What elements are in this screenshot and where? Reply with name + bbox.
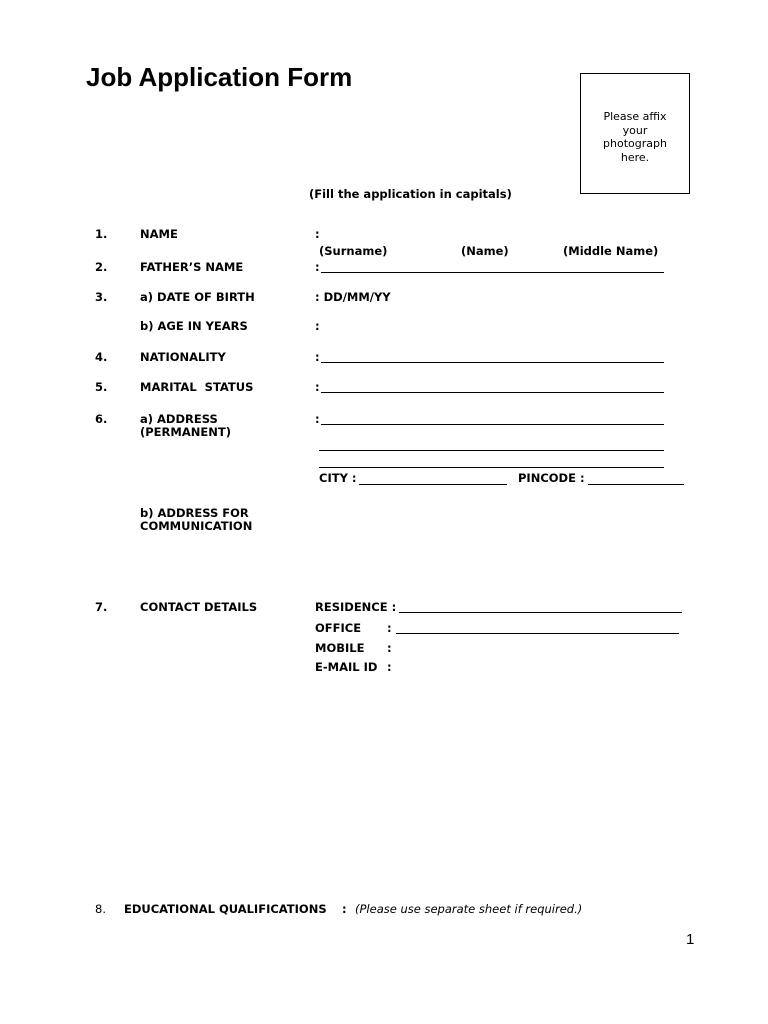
- office-field[interactable]: [396, 633, 679, 634]
- field-number-7: 7.: [95, 600, 108, 614]
- field-number-1: 1.: [95, 227, 108, 241]
- name-label: NAME: [140, 227, 178, 241]
- marital-status-colon: :: [315, 380, 320, 394]
- father-name-field[interactable]: [321, 272, 664, 273]
- page-number: 1: [686, 931, 695, 948]
- photo-box-text: Please affix your photograph here.: [603, 110, 667, 164]
- photo-box[interactable]: [580, 73, 690, 194]
- surname-sublabel: (Surname): [319, 244, 388, 258]
- age-label: b) AGE IN YEARS: [140, 319, 248, 333]
- field-number-5: 5.: [95, 380, 108, 394]
- email-label: E-MAIL ID: [315, 660, 378, 674]
- marital-status-label: MARITAL STATUS: [140, 380, 254, 394]
- instruction-text: (Fill the application in capitals): [309, 187, 512, 201]
- mobile-colon: :: [387, 641, 392, 655]
- education-note: (Please use separate sheet if required.): [355, 902, 583, 916]
- address-line-2[interactable]: [319, 450, 664, 451]
- marital-status-field[interactable]: [321, 392, 664, 393]
- middle-name-sublabel: (Middle Name): [563, 244, 659, 258]
- office-colon: :: [387, 621, 392, 635]
- father-name-label: FATHER’S NAME: [140, 260, 244, 274]
- address-colon: :: [315, 412, 320, 426]
- nationality-colon: :: [315, 350, 320, 364]
- field-number-3: 3.: [95, 290, 108, 304]
- comm-address-label: b) ADDRESS FOR: [140, 506, 249, 520]
- address-line-1[interactable]: [321, 424, 664, 425]
- address-permanent-label: (PERMANENT): [140, 425, 231, 439]
- education-colon: :: [342, 902, 347, 916]
- residence-label: RESIDENCE :: [315, 600, 397, 614]
- form-title: Job Application Form: [86, 62, 353, 92]
- field-number-6: 6.: [95, 412, 108, 426]
- father-name-colon: :: [315, 260, 320, 274]
- dob-format: : DD/MM/YY: [315, 290, 391, 304]
- pincode-label: PINCODE :: [518, 471, 585, 485]
- pincode-field[interactable]: [588, 484, 684, 485]
- field-number-2: 2.: [95, 260, 108, 274]
- residence-field[interactable]: [399, 612, 682, 613]
- address-line-3[interactable]: [319, 467, 664, 468]
- field-number-8: 8.: [95, 902, 106, 916]
- address-label: a) ADDRESS: [140, 412, 218, 426]
- name-colon: :: [315, 227, 320, 241]
- nationality-label: NATIONALITY: [140, 350, 226, 364]
- email-colon: :: [387, 660, 392, 674]
- mobile-label: MOBILE: [315, 641, 365, 655]
- city-label: CITY :: [319, 471, 357, 485]
- dob-label: a) DATE OF BIRTH: [140, 290, 255, 304]
- field-number-4: 4.: [95, 350, 108, 364]
- office-label: OFFICE: [315, 621, 362, 635]
- name-sublabel: (Name): [461, 244, 509, 258]
- contact-details-label: CONTACT DETAILS: [140, 600, 258, 614]
- nationality-field[interactable]: [321, 362, 664, 363]
- age-colon: :: [315, 319, 320, 333]
- comm-address-label-line2: COMMUNICATION: [140, 519, 253, 533]
- education-label: EDUCATIONAL QUALIFICATIONS: [124, 902, 327, 916]
- city-field[interactable]: [359, 484, 507, 485]
